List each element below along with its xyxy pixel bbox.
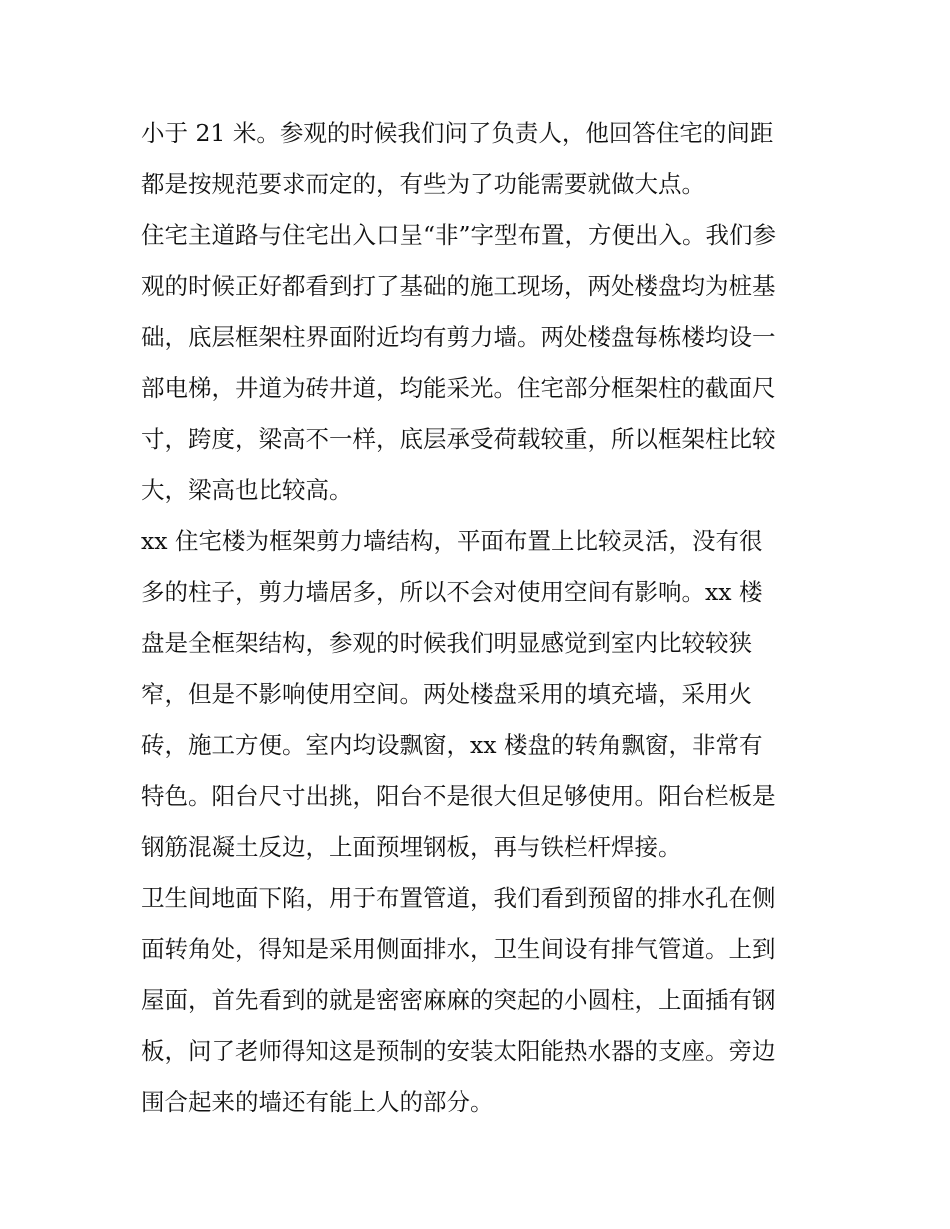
text-line-8: 大，梁高也比较高。: [141, 476, 353, 504]
text-line-20: 围合起来的墙还有能上人的部分。: [141, 1088, 494, 1116]
text-line-16: 卫生间地面下陷，用于布置管道，我们看到预留的排水孔在侧: [141, 884, 776, 912]
text-line-15: 钢筋混凝土反边，上面预埋钢板，再与铁栏杆焊接。: [141, 833, 682, 861]
text-line-12: 窄，但是不影响使用空间。两处楼盘采用的填充墙，采用火: [141, 680, 752, 708]
text-line-4: 观的时候正好都看到打了基础的施工现场，两处楼盘均为桩基: [141, 272, 776, 300]
text-line-3: 住宅主道路与住宅出入口呈“非”字型布置，方便出入。我们参: [141, 221, 777, 249]
text-line-17: 面转角处，得知是采用侧面排水，卫生间设有排气管道。上到: [141, 935, 776, 963]
text-line-11: 盘是全框架结构，参观的时候我们明显感觉到室内比较较狭: [141, 629, 752, 657]
text-line-9: xx 住宅楼为框架剪力墙结构，平面布置上比较灵活，没有很: [141, 527, 763, 555]
text-line-6: 部电梯，井道为砖井道，均能采光。住宅部分框架柱的截面尺: [141, 374, 776, 402]
text-line-5: 础，底层框架柱界面附近均有剪力墙。两处楼盘每栋楼均设一: [141, 323, 776, 351]
document-page: [141, 108, 813, 1128]
text-line-2: 都是按规范要求而定的，有些为了功能需要就做大点。: [141, 170, 705, 198]
text-line-1: 小于 21 米。参观的时候我们问了负责人，他回答住宅的间距: [141, 119, 774, 147]
text-line-19: 板，问了老师得知这是预制的安装太阳能热水器的支座。旁边: [141, 1037, 776, 1065]
text-line-14: 特色。阳台尺寸出挑，阳台不是很大但足够使用。阳台栏板是: [141, 782, 776, 810]
text-line-13: 砖，施工方便。室内均设飘窗，xx 楼盘的转角飘窗，非常有: [141, 731, 763, 759]
text-line-10: 多的柱子，剪力墙居多，所以不会对使用空间有影响。xx 楼: [141, 578, 763, 606]
text-line-18: 屋面，首先看到的就是密密麻麻的突起的小圆柱，上面插有钢: [141, 986, 776, 1014]
text-line-7: 寸，跨度，梁高不一样，底层承受荷载较重，所以框架柱比较: [141, 425, 776, 453]
